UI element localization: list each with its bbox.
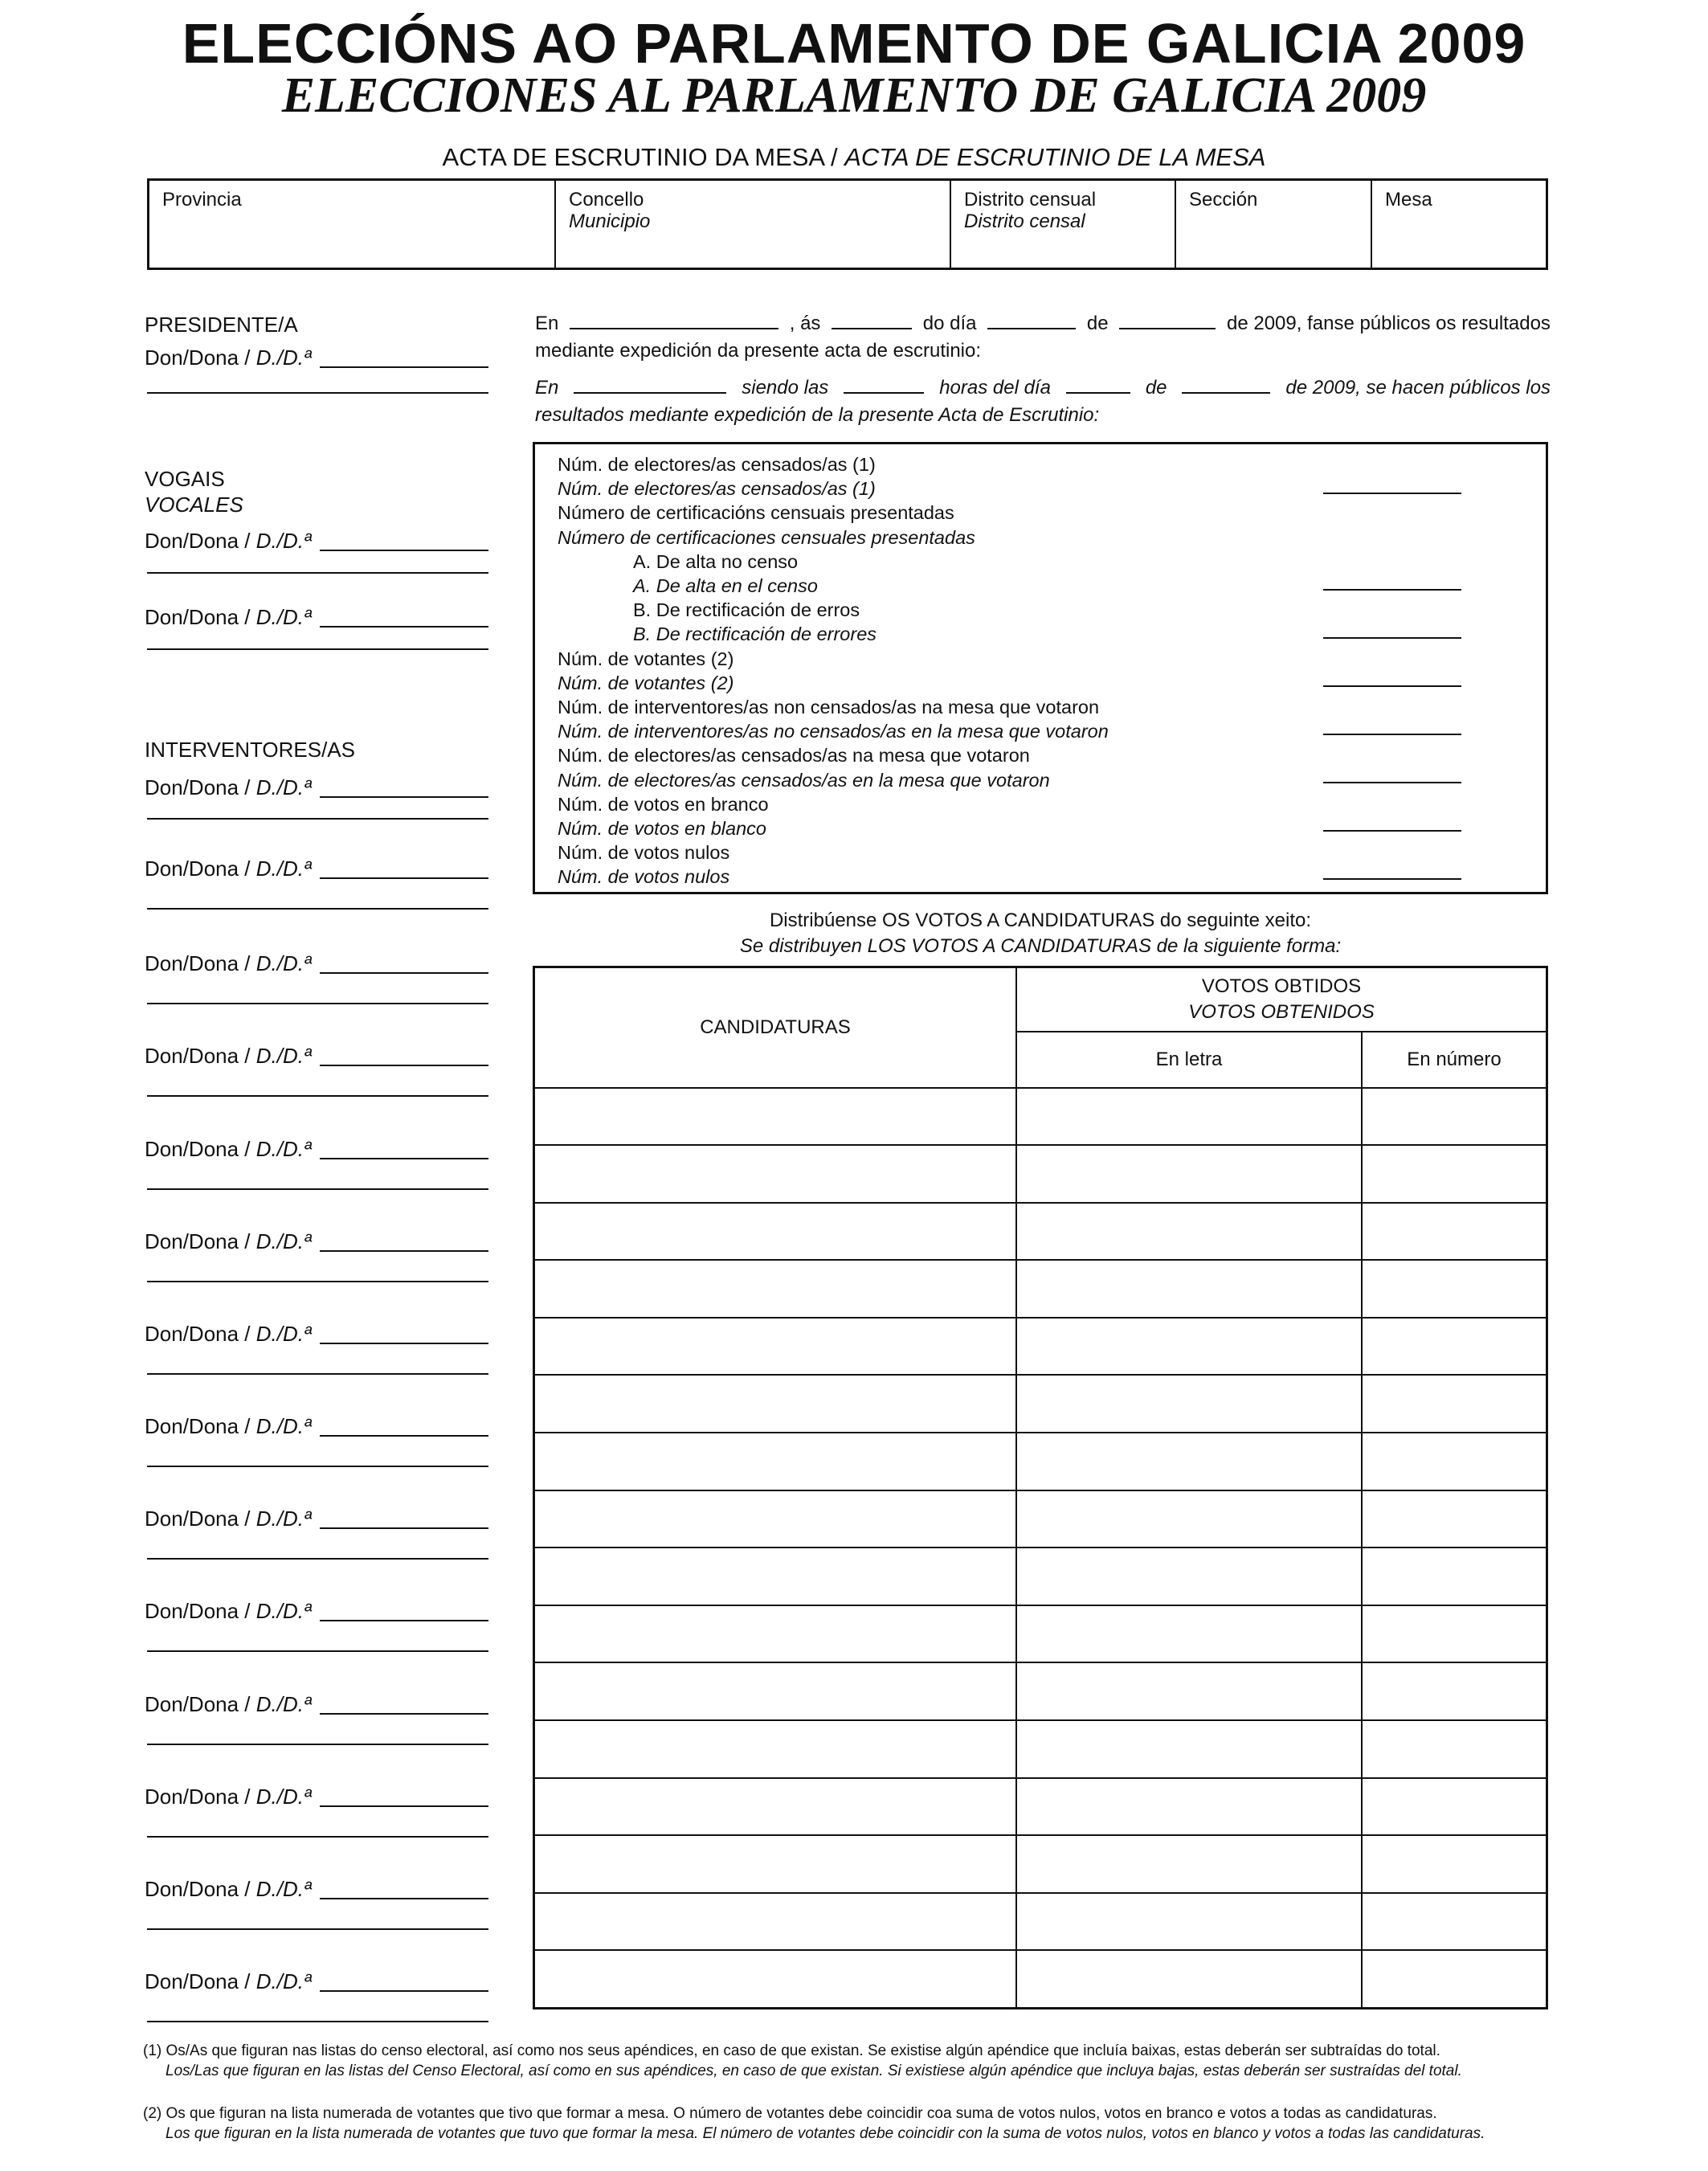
candidatura-cell[interactable] — [534, 1490, 1017, 1548]
signatory-name-label — [145, 775, 312, 800]
signatory-second-line[interactable] — [147, 2021, 488, 2022]
signatory-name-blank[interactable] — [320, 1343, 488, 1344]
don-abbrev: D./D.ª — [255, 1599, 312, 1623]
intro-gl-hour-blank[interactable] — [832, 312, 912, 329]
signatory-second-line[interactable] — [147, 1095, 488, 1097]
candidatura-cell[interactable] — [534, 1778, 1017, 1836]
intro-es-line2: resultados mediante expedición de la presente Acta de Escrutinio: — [535, 404, 1100, 426]
count-line: Núm. de votos en blanco — [558, 818, 766, 840]
signatory-name-blank[interactable] — [320, 877, 488, 879]
votos-letra-cell[interactable] — [1016, 1605, 1362, 1663]
signatory-name-label — [145, 1599, 312, 1624]
title-galician: ELECCIÓNS AO PARLAMENTO DE GALICIA 2009 — [182, 12, 1526, 75]
interventores-label: INTERVENTORES/AS — [145, 738, 355, 762]
votos-numero-cell[interactable] — [1362, 1433, 1547, 1490]
count-line: Núm. de electores/as censados/as (1) — [558, 478, 876, 500]
candidatura-cell[interactable] — [534, 1605, 1017, 1663]
don-abbrev: D./D.ª — [255, 1229, 312, 1253]
intro-gl-w2: , ás — [789, 313, 821, 334]
don-abbrev: D./D.ª — [255, 1044, 312, 1068]
votos-numero-cell[interactable] — [1362, 1662, 1547, 1720]
intro-es-w2: siendo las — [742, 377, 829, 399]
table-row — [534, 1260, 1547, 1318]
signatory-name-blank[interactable] — [320, 366, 488, 368]
candidatures-table — [533, 966, 1548, 2010]
count-line: Núm. de electores/as censados/as en la mesa que votaron — [558, 769, 1050, 791]
col-votos-es: VOTOS OBTENIDOS — [1188, 1000, 1375, 1023]
don-prefix: Don/Dona / — [145, 1785, 256, 1809]
count-line: Núm. de interventores/as non censados/as na mesa que votaron — [558, 697, 1100, 718]
votos-numero-cell[interactable] — [1362, 1720, 1547, 1778]
count-line: A. De alta no censo — [633, 550, 799, 572]
table-row — [534, 1950, 1547, 2008]
votos-numero-cell[interactable] — [1362, 1893, 1547, 1951]
don-abbrev: D./D.ª — [255, 1785, 312, 1809]
votos-letra-cell[interactable] — [1016, 1720, 1362, 1778]
col-votos — [1016, 967, 1547, 1032]
count-line: Número de certificacións censuais presentadas — [558, 502, 954, 524]
intro-es-w3: horas del día — [939, 377, 1051, 399]
votos-letra-cell[interactable] — [1016, 1375, 1362, 1433]
count-line: Núm. de electores/as censados/as na mesa que votaron — [558, 745, 1030, 767]
intro-gl-w4: de — [1086, 313, 1109, 334]
signatory-second-line[interactable] — [147, 1650, 488, 1652]
candidatura-cell[interactable] — [534, 1203, 1017, 1261]
candidatura-cell[interactable] — [534, 1260, 1017, 1318]
signatory-name-label — [145, 1137, 312, 1162]
counts-box — [533, 442, 1548, 894]
signatory-second-line[interactable] — [147, 392, 488, 394]
don-abbrev: D./D.ª — [255, 1969, 312, 1993]
don-abbrev: D./D.ª — [255, 1877, 312, 1901]
votos-numero-cell[interactable] — [1362, 1950, 1547, 2008]
table-row — [534, 1548, 1547, 1605]
votos-numero-cell[interactable] — [1362, 1375, 1547, 1433]
presidente-label: PRESIDENTE/A — [145, 313, 298, 337]
don-abbrev: D./D.ª — [255, 605, 312, 629]
signatory-name-blank[interactable] — [320, 1435, 488, 1437]
count-line: B. De rectificación de erros — [633, 599, 860, 621]
don-abbrev: D./D.ª — [255, 1137, 312, 1161]
signatory-name-label — [145, 951, 312, 976]
signatory-second-line[interactable] — [147, 1558, 488, 1560]
votos-letra-cell[interactable] — [1016, 1490, 1362, 1548]
count-line: Núm. de votos nulos — [558, 842, 730, 864]
don-prefix: Don/Dona / — [145, 1692, 256, 1716]
votos-numero-cell[interactable] — [1362, 1605, 1547, 1663]
votos-letra-cell[interactable] — [1016, 1893, 1362, 1951]
don-prefix: Don/Dona / — [145, 1599, 256, 1623]
signatory-second-line[interactable] — [147, 1281, 488, 1282]
signatory-name-blank[interactable] — [320, 1065, 488, 1066]
col-en-letra: En letra — [1016, 1032, 1362, 1088]
signatory-second-line[interactable] — [147, 908, 488, 910]
votos-letra-cell[interactable] — [1016, 1260, 1362, 1318]
intro-gl-day-blank[interactable] — [987, 312, 1076, 329]
don-prefix: Don/Dona / — [145, 1322, 256, 1346]
signatory-name-label — [145, 1229, 312, 1254]
distribution-es: Se distribuyen LOS VOTOS A CANDIDATURAS de la siguiente forma: — [739, 935, 1342, 957]
table-row — [534, 1203, 1547, 1261]
table-row — [534, 1375, 1547, 1433]
candidatura-cell[interactable] — [534, 1318, 1017, 1376]
candidatura-cell[interactable] — [534, 1662, 1017, 1720]
intro-gl-place-blank[interactable] — [570, 312, 778, 329]
signatory-second-line[interactable] — [147, 1003, 488, 1004]
table-row — [534, 1605, 1547, 1663]
count-line: Núm. de votantes (2) — [558, 648, 734, 669]
signatory-name-blank[interactable] — [320, 626, 488, 628]
signatory-name-blank[interactable] — [320, 1898, 488, 1899]
table-row — [534, 1145, 1547, 1203]
count-line: Núm. de interventores/as no censados/as en la mesa que votaron — [558, 721, 1109, 742]
table-row — [534, 1835, 1547, 1893]
signatory-second-line[interactable] — [147, 1836, 488, 1838]
candidatura-cell[interactable] — [534, 1950, 1017, 2008]
don-prefix: Don/Dona / — [145, 1414, 256, 1438]
count-line: A. De alta en el censo — [633, 575, 818, 597]
votos-letra-cell[interactable] — [1016, 1203, 1362, 1261]
don-prefix: Don/Dona / — [145, 951, 256, 975]
votos-numero-cell[interactable] — [1362, 1203, 1547, 1261]
votos-numero-cell[interactable] — [1362, 1835, 1547, 1893]
signatory-name-blank[interactable] — [320, 1990, 488, 1992]
table-row — [534, 1088, 1547, 1146]
intro-es-hour-blank[interactable] — [844, 376, 924, 394]
votos-letra-cell[interactable] — [1016, 1835, 1362, 1893]
votos-letra-cell[interactable] — [1016, 1662, 1362, 1720]
intro-gl-w1: En — [535, 313, 559, 334]
candidatura-cell[interactable] — [534, 1433, 1017, 1490]
table-row — [534, 1490, 1547, 1548]
intro-es-month-blank[interactable] — [1182, 376, 1270, 394]
distribution-gl: Distribúense OS VOTOS A CANDIDATURAS do seguinte xeito: — [769, 910, 1312, 931]
signatory-name-label — [145, 1414, 312, 1439]
votos-numero-cell[interactable] — [1362, 1088, 1547, 1146]
count-nulos-blank[interactable] — [1323, 878, 1461, 880]
counts-list — [558, 452, 1109, 889]
count-line: Núm. de votos en branco — [558, 793, 769, 815]
don-abbrev: D./D.ª — [255, 1414, 312, 1438]
field-distrito[interactable] — [950, 181, 1175, 268]
table-row — [534, 1778, 1547, 1836]
votos-letra-cell[interactable] — [1016, 1088, 1362, 1146]
count-electores-blank[interactable] — [1323, 493, 1461, 494]
footnote-2-gl: (2) Os que figuran na lista numerada de votantes que tivo que formar a mesa. O número de votantes debe coincidir coa suma de votos nulos, votos en branco e votos a todas as candidaturas. — [143, 2105, 1437, 2122]
don-abbrev: D./D.ª — [255, 345, 312, 370]
field-concello[interactable] — [554, 181, 950, 268]
don-prefix: Don/Dona / — [145, 1969, 256, 1993]
don-prefix: Don/Dona / — [145, 1044, 256, 1068]
count-rectificacion-blank[interactable] — [1323, 637, 1461, 639]
table-row — [534, 1318, 1547, 1376]
signatory-name-blank[interactable] — [320, 1527, 488, 1529]
vogais-label: VOGAIS — [145, 467, 225, 491]
signatory-second-line[interactable] — [147, 1188, 488, 1190]
signatory-name-label — [145, 857, 312, 881]
don-prefix: Don/Dona / — [145, 1877, 256, 1901]
signatory-name-label — [145, 1692, 312, 1717]
votos-numero-cell[interactable] — [1362, 1260, 1547, 1318]
votos-letra-cell[interactable] — [1016, 1318, 1362, 1376]
signatory-name-label — [145, 1785, 312, 1809]
count-branco-blank[interactable] — [1323, 830, 1461, 832]
votos-letra-cell[interactable] — [1016, 1433, 1362, 1490]
table-row — [534, 1662, 1547, 1720]
don-prefix: Don/Dona / — [145, 345, 256, 370]
signatory-name-label — [145, 1969, 312, 1994]
footnote-2 — [143, 2104, 1551, 2144]
field-provincia-label: Provincia — [162, 189, 242, 211]
signatory-second-line[interactable] — [147, 1373, 488, 1375]
count-alta-blank[interactable] — [1323, 589, 1461, 591]
count-interventores-blank[interactable] — [1323, 734, 1461, 735]
field-seccion[interactable] — [1175, 181, 1371, 268]
don-abbrev: D./D.ª — [255, 1322, 312, 1346]
col-votos-gl: VOTOS OBTIDOS — [1201, 975, 1362, 997]
signatory-name-blank[interactable] — [320, 972, 488, 974]
intro-gl-line2: mediante expedición da presente acta de escrutinio: — [535, 340, 982, 362]
footnote-1-es: Los/Las que figuran en las listas del Censo Electoral, así como en sus apéndices, en caso de que existan. Si existiese algún apéndice que incluya bajas, estas deberán ser sustraídas del total. — [165, 2063, 1462, 2079]
signatory-name-label — [145, 1044, 312, 1069]
don-prefix: Don/Dona / — [145, 529, 256, 553]
votos-numero-cell[interactable] — [1362, 1778, 1547, 1836]
field-provincia[interactable] — [149, 181, 554, 268]
don-prefix: Don/Dona / — [145, 775, 256, 799]
table-row — [534, 1433, 1547, 1490]
signatory-name-label — [145, 1507, 312, 1531]
footnote-2-es: Los que figuran en la lista numerada de votantes que tuvo que formar la mesa. El número de votantes debe coincidir con la suma de votos nulos, votos en blanco y votos a todas las candidaturas. — [165, 2125, 1485, 2142]
intro-gl-w5: de 2009, fanse públicos os resultados — [1226, 313, 1551, 334]
count-line: Núm. de votos nulos — [558, 866, 730, 888]
field-seccion-label: Sección — [1189, 189, 1258, 211]
signatory-name-label — [145, 1877, 312, 1902]
signatory-second-line[interactable] — [147, 1928, 488, 1930]
table-row — [534, 1893, 1547, 1951]
signatory-name-blank[interactable] — [320, 1158, 488, 1159]
col-en-numero: En número — [1362, 1032, 1547, 1088]
signatory-second-line[interactable] — [147, 648, 488, 650]
signatory-name-label — [145, 529, 312, 554]
candidatura-cell[interactable] — [534, 1720, 1017, 1778]
count-line: Número de certificaciones censuales presentadas — [558, 526, 975, 548]
candidatures-rows — [534, 1088, 1547, 2009]
don-abbrev: D./D.ª — [255, 775, 312, 799]
signatory-second-line[interactable] — [147, 572, 488, 574]
field-concello-label-es: Municipio — [569, 211, 651, 232]
intro-es-place-blank[interactable] — [574, 376, 726, 394]
votos-letra-cell[interactable] — [1016, 1778, 1362, 1836]
intro-gl-w3: do día — [922, 313, 977, 334]
signatory-second-line[interactable] — [147, 1466, 488, 1467]
don-abbrev: D./D.ª — [255, 529, 312, 553]
don-abbrev: D./D.ª — [255, 951, 312, 975]
signatory-name-blank[interactable] — [320, 1713, 488, 1715]
field-concello-label: Concello — [569, 189, 644, 211]
count-line: Núm. de votantes (2) — [558, 672, 734, 693]
don-prefix: Don/Dona / — [145, 605, 256, 629]
votos-letra-cell[interactable] — [1016, 1548, 1362, 1605]
count-line: B. De rectificación de errores — [633, 623, 877, 645]
candidatura-cell[interactable] — [534, 1375, 1017, 1433]
signatory-name-label — [145, 605, 312, 630]
votos-letra-cell[interactable] — [1016, 1950, 1362, 2008]
signatory-second-line[interactable] — [147, 818, 488, 820]
don-prefix: Don/Dona / — [145, 857, 256, 881]
footnote-1-gl: (1) Os/As que figuran nas listas do censo electoral, así como nos seus apéndices, en caso de que existan. Se existise algún apéndice que incluía baixas, estas deberán ser subtraídas do total. — [143, 2042, 1440, 2059]
acta-subtitle — [0, 143, 1708, 172]
title-spanish: ELECCIONES AL PARLAMENTO DE GALICIA 2009 — [281, 68, 1427, 123]
acta-subtitle-es: ACTA DE ESCRUTINIO DE LA MESA — [844, 143, 1266, 171]
signatory-name-blank[interactable] — [320, 1620, 488, 1621]
vocales-label: VOCALES — [145, 493, 243, 517]
votos-numero-cell[interactable] — [1362, 1548, 1547, 1605]
count-votantes-blank[interactable] — [1323, 685, 1461, 687]
signatory-name-label — [145, 1322, 312, 1347]
votos-numero-cell[interactable] — [1362, 1490, 1547, 1548]
count-line: Núm. de electores/as censados/as (1) — [558, 454, 876, 475]
signatory-name-blank[interactable] — [320, 550, 488, 551]
candidatura-cell[interactable] — [534, 1548, 1017, 1605]
candidatura-cell[interactable] — [534, 1088, 1017, 1146]
candidatura-cell[interactable] — [534, 1145, 1017, 1203]
intro-es-w1: En — [535, 377, 559, 399]
intro-es-w5: de 2009, se hacen públicos los — [1285, 377, 1551, 399]
location-header-box — [147, 178, 1548, 270]
signatory-name-blank[interactable] — [320, 1250, 488, 1252]
field-mesa-label: Mesa — [1385, 189, 1432, 211]
intro-paragraph-gl — [535, 310, 1551, 365]
candidatura-cell[interactable] — [534, 1835, 1017, 1893]
intro-es-w4: de — [1145, 377, 1167, 399]
footnote-1 — [143, 2041, 1551, 2081]
don-prefix: Don/Dona / — [145, 1229, 256, 1253]
col-candidaturas: CANDIDATURAS — [534, 967, 1017, 1088]
signatory-name-blank[interactable] — [320, 796, 488, 798]
don-abbrev: D./D.ª — [255, 1692, 312, 1716]
votos-letra-cell[interactable] — [1016, 1145, 1362, 1203]
don-prefix: Don/Dona / — [145, 1507, 256, 1531]
signatory-second-line[interactable] — [147, 1744, 488, 1745]
don-abbrev: D./D.ª — [255, 857, 312, 881]
intro-paragraph-es — [535, 374, 1551, 429]
count-electores-votaron-blank[interactable] — [1323, 782, 1461, 783]
don-prefix: Don/Dona / — [145, 1137, 256, 1161]
field-mesa[interactable] — [1371, 181, 1546, 268]
table-row — [534, 1720, 1547, 1778]
votos-numero-cell[interactable] — [1362, 1318, 1547, 1376]
field-distrito-label: Distrito censual — [964, 189, 1097, 211]
acta-subtitle-gl: ACTA DE ESCRUTINIO DA MESA / — [442, 143, 845, 171]
votos-numero-cell[interactable] — [1362, 1145, 1547, 1203]
candidatura-cell[interactable] — [534, 1893, 1017, 1951]
field-distrito-label-es: Distrito censal — [964, 211, 1085, 232]
don-abbrev: D./D.ª — [255, 1507, 312, 1531]
signatory-name-label — [145, 345, 312, 370]
intro-gl-month-blank[interactable] — [1119, 312, 1216, 329]
intro-es-day-blank[interactable] — [1066, 376, 1130, 394]
signatory-name-blank[interactable] — [320, 1805, 488, 1807]
